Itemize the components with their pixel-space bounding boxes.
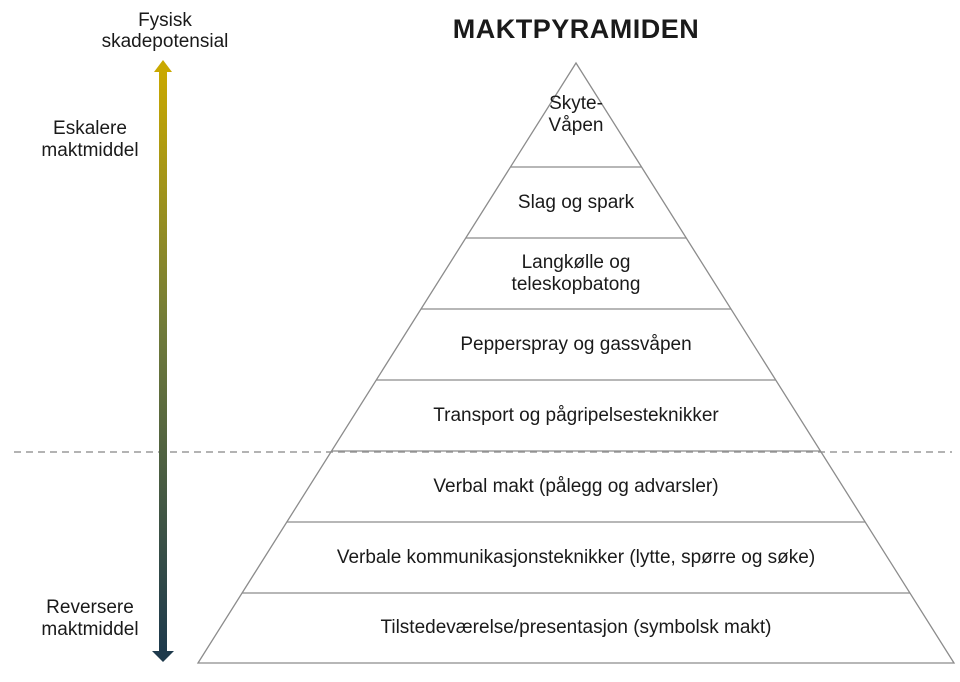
- pyramid-level-label-line1: Slag og spark: [517, 191, 635, 213]
- pyramid-level-label: [549, 93, 604, 137]
- pyramid-level-label: [518, 192, 634, 214]
- pyramid-level-1: [226, 63, 926, 167]
- pyramid-level-label-line1: Verbal makt (pålegg og advarsler): [433, 475, 719, 497]
- pyramid-level-label-line1: Pepperspray og gassvåpen: [460, 333, 692, 355]
- pyramid-level-label: [433, 476, 718, 498]
- pyramid-level-label-line1: Langkølle og: [521, 251, 631, 273]
- pyramid-level-7: [226, 522, 926, 593]
- pyramid-level-label-line2: Våpen: [548, 115, 604, 136]
- pyramid-level-label: [433, 405, 719, 427]
- axis-top-label: [70, 10, 260, 52]
- arrow-down-head-icon: [152, 651, 174, 662]
- pyramid-level-label: [460, 334, 691, 356]
- pyramid-level-3: [226, 238, 926, 309]
- escalate-label-line2: maktmiddel: [41, 140, 139, 161]
- pyramid-level-label-line1: Skyte-: [549, 93, 603, 114]
- pyramid-level-6: [226, 451, 926, 522]
- reverse-label: [10, 597, 170, 641]
- escalate-label-line1: Eskalere: [53, 118, 127, 139]
- arrow-up-head-icon: [154, 60, 172, 72]
- pyramid-level-label-line1: Verbale kommunikasjonsteknikker (lytte, spørre og søke): [336, 546, 816, 568]
- pyramid-level-4: [226, 309, 926, 380]
- pyramid-level-label-line1: Transport og pågripelsesteknikker: [433, 404, 719, 426]
- pyramid-level-label: [380, 617, 771, 639]
- pyramid-level-label: [512, 252, 641, 296]
- escalate-label: [10, 118, 170, 162]
- pyramid-level-8: [226, 593, 926, 663]
- page-title: MAKTPYRAMIDEN: [452, 14, 700, 44]
- pyramid-level-label-line2: teleskopbatong: [511, 273, 641, 295]
- pyramid-level-label: [337, 547, 815, 569]
- reverse-label-line1: Reversere: [46, 597, 134, 618]
- axis-top-label-line1: Fysisk: [138, 10, 192, 31]
- reverse-label-line2: maktmiddel: [41, 619, 139, 640]
- pyramid-level-label-line1: Tilstedeværelse/presentasjon (symbolsk makt): [380, 617, 772, 638]
- pyramid-level-5: [226, 380, 926, 451]
- pyramid-level-2: [226, 167, 926, 238]
- axis-top-label-line2: skadepotensial: [101, 31, 229, 52]
